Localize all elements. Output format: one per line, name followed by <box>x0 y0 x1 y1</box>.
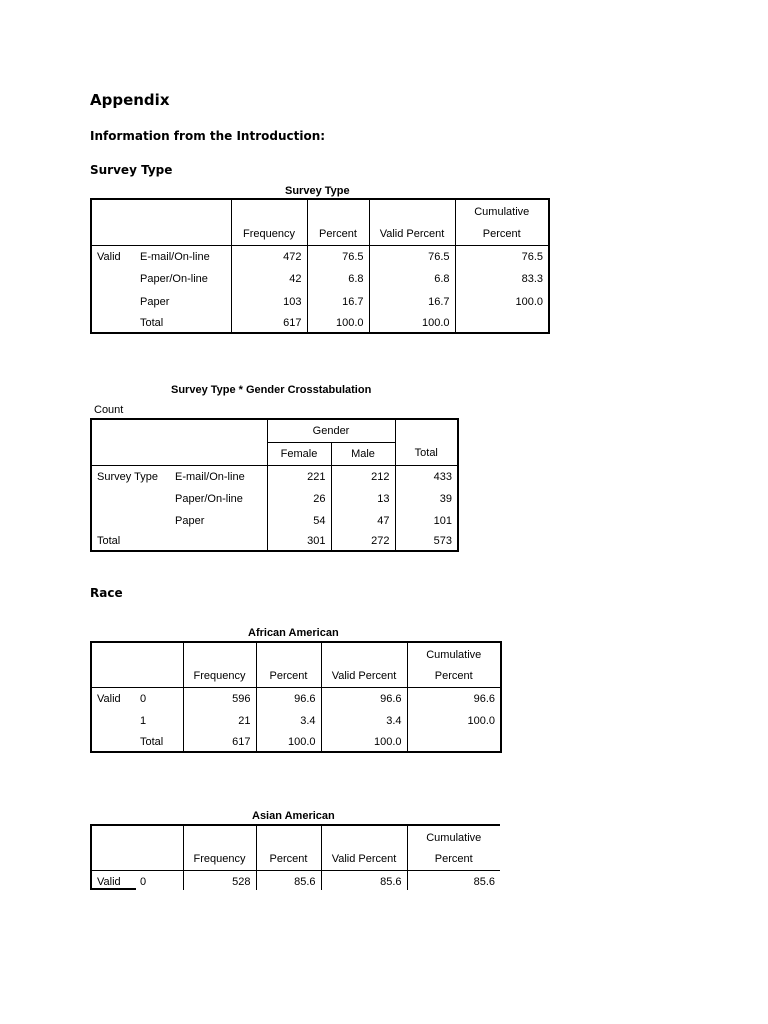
cell-valid-percent: 96.6 <box>321 687 407 710</box>
cell-cumulative-percent: 76.5 <box>521 250 543 263</box>
cell-total: 433 <box>433 470 453 483</box>
table-row <box>91 710 501 732</box>
appendix-heading: Appendix <box>90 91 170 109</box>
cell-frequency: 103 <box>231 290 307 313</box>
intro-heading: Information from the Introduction: <box>90 129 326 143</box>
header-valid-percent: Valid Percent <box>321 666 407 687</box>
cell-frequency: 21 <box>183 710 256 732</box>
cell-total: 101 <box>433 515 453 527</box>
survey-type-table <box>90 198 550 334</box>
table-row <box>91 870 500 890</box>
row-group-label: Valid <box>97 875 121 888</box>
survey-type-heading: Survey Type <box>90 163 173 177</box>
table-row <box>91 465 458 488</box>
row-group-label: Survey Type <box>97 470 158 483</box>
cell-male: 272 <box>331 532 395 551</box>
header-cumulative: Cumulative <box>426 831 482 844</box>
table-row <box>91 245 549 268</box>
table-cut-edge <box>90 888 136 890</box>
table-row <box>91 313 549 333</box>
table-row <box>91 488 458 510</box>
cell-female: 221 <box>267 465 331 488</box>
header-cumulative-percent: Percent <box>455 224 549 245</box>
cell-cumulative-percent: 85.6 <box>473 875 495 888</box>
cell-cumulative-percent <box>407 732 501 752</box>
cell-percent: 100.0 <box>256 732 321 752</box>
asian-american-table <box>90 824 500 890</box>
cell-percent: 16.7 <box>307 290 369 313</box>
row-label: 0 <box>135 687 183 710</box>
table-row <box>91 290 549 313</box>
row-label: E-mail/On-line <box>170 465 267 488</box>
row-label: Paper/On-line <box>135 268 231 290</box>
cell-valid-percent: 16.7 <box>369 290 455 313</box>
cell-percent: 3.4 <box>256 710 321 732</box>
african-american-table <box>90 641 502 753</box>
header-female: Female <box>267 442 331 465</box>
gender-header: Gender <box>267 419 395 442</box>
cell-percent: 100.0 <box>307 313 369 333</box>
header-frequency: Frequency <box>183 849 256 870</box>
cell-percent: 6.8 <box>307 268 369 290</box>
african-american-table-title: African American <box>248 627 339 639</box>
cell-total: 573 <box>433 535 453 547</box>
cell-frequency: 617 <box>231 313 307 333</box>
header-valid-percent: Valid Percent <box>369 224 455 245</box>
table-row <box>91 732 501 752</box>
table-row <box>91 687 501 710</box>
header-cumulative-percent: Percent <box>407 849 500 870</box>
cell-frequency: 617 <box>183 732 256 752</box>
cell-valid-percent: 3.4 <box>321 710 407 732</box>
cell-percent: 76.5 <box>307 245 369 268</box>
cell-cumulative-percent: 100.0 <box>467 715 495 727</box>
row-group-label: Valid <box>97 692 121 705</box>
header-cumulative-percent: Percent <box>407 666 501 687</box>
row-group-label: Valid <box>97 250 121 263</box>
cell-female: 301 <box>267 532 331 551</box>
header-total: Total <box>395 442 458 465</box>
cell-valid-percent: 76.5 <box>369 245 455 268</box>
crosstab-table-title: Survey Type * Gender Crosstabulation <box>171 384 372 396</box>
cell-cumulative-percent: 96.6 <box>473 692 495 705</box>
header-male: Male <box>331 442 395 465</box>
cell-male: 212 <box>331 465 395 488</box>
cell-male: 13 <box>331 488 395 510</box>
header-frequency: Frequency <box>231 224 307 245</box>
cell-percent: 85.6 <box>256 870 321 890</box>
crosstab-table <box>90 418 459 552</box>
table-row <box>91 532 458 551</box>
cell-frequency: 596 <box>183 687 256 710</box>
row-label: 0 <box>135 870 183 890</box>
cell-cumulative-percent: 100.0 <box>515 295 543 308</box>
header-frequency: Frequency <box>183 666 256 687</box>
cell-valid-percent: 85.6 <box>321 870 407 890</box>
asian-american-table-clip <box>90 824 500 890</box>
race-heading: Race <box>90 586 123 600</box>
row-label: E-mail/On-line <box>135 245 231 268</box>
asian-american-table-title: Asian American <box>252 810 335 822</box>
cell-female: 54 <box>267 510 331 532</box>
header-percent: Percent <box>256 849 321 870</box>
total-row-label: Total <box>91 532 267 551</box>
row-label: Paper/On-line <box>170 488 267 510</box>
row-label: Total <box>135 732 183 752</box>
cell-male: 47 <box>331 510 395 532</box>
row-label: 1 <box>135 710 183 732</box>
cell-cumulative-percent <box>455 313 549 333</box>
header-percent: Percent <box>256 666 321 687</box>
cell-cumulative-percent: 83.3 <box>521 273 543 285</box>
count-label: Count <box>94 404 124 416</box>
cell-frequency: 42 <box>231 268 307 290</box>
cell-valid-percent: 6.8 <box>369 268 455 290</box>
table-row <box>91 510 458 532</box>
header-valid-percent: Valid Percent <box>321 849 407 870</box>
header-cumulative: Cumulative <box>474 206 530 218</box>
cell-frequency: 528 <box>183 870 256 890</box>
cell-percent: 96.6 <box>256 687 321 710</box>
row-label: Paper <box>170 510 267 532</box>
cell-valid-percent: 100.0 <box>369 313 455 333</box>
survey-type-table-title: Survey Type <box>285 185 350 197</box>
header-percent: Percent <box>307 224 369 245</box>
table-row <box>91 268 549 290</box>
header-cumulative: Cumulative <box>426 648 482 661</box>
row-label: Total <box>135 313 231 333</box>
cell-total: 39 <box>439 493 453 505</box>
cell-valid-percent: 100.0 <box>321 732 407 752</box>
row-label: Paper <box>135 290 231 313</box>
cell-frequency: 472 <box>231 245 307 268</box>
cell-female: 26 <box>267 488 331 510</box>
